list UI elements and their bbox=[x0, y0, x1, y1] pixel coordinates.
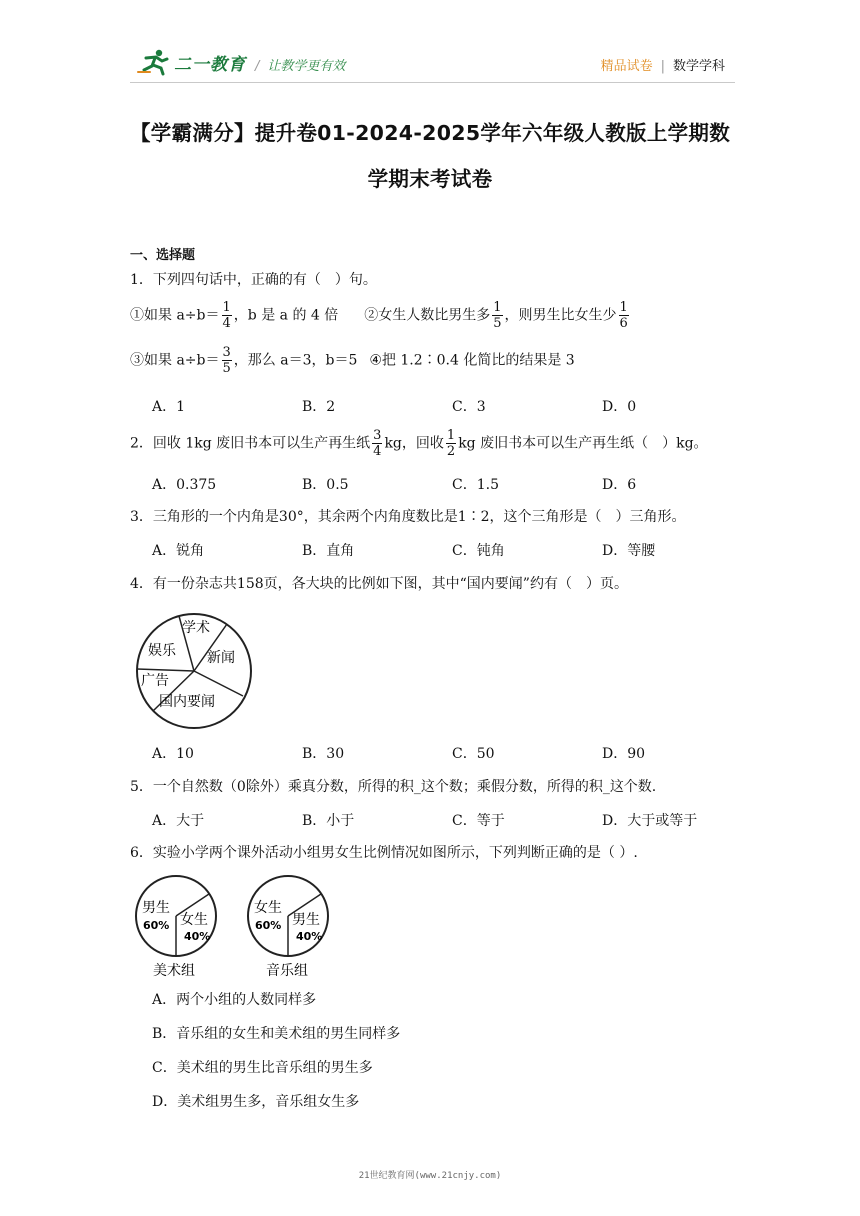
q6-option-a[interactable]: A．两个小组的人数同样多 bbox=[152, 992, 317, 1008]
option-d[interactable]: D．0 bbox=[602, 399, 637, 415]
pie-label-ads: 广告 bbox=[141, 673, 169, 689]
option-c[interactable]: C．50 bbox=[452, 746, 495, 762]
logo-text: 二一教育 bbox=[174, 54, 246, 75]
option-b[interactable]: B．30 bbox=[302, 746, 345, 762]
pie-pct: 40% bbox=[184, 930, 211, 943]
magazine-pie-chart bbox=[133, 610, 255, 732]
q2-stem: 2．回收 1kg 废旧书本可以生产再生纸 $\frac{3}{4}$ kg，回收 $\frac{1}{2}$ kg 废旧书本可以生产再生纸（ ）kg。 bbox=[130, 428, 708, 459]
gender-ratio-charts bbox=[130, 874, 340, 982]
logo bbox=[136, 48, 246, 76]
q6-stem: 6．实验小学两个课外活动小组男女生比例情况如图所示，下列判断正确的是（ ）. bbox=[130, 845, 638, 861]
page-title-line2: 学期末考试卷 bbox=[367, 167, 493, 191]
q5-stem: 5．一个自然数（0除外）乘真分数，所得的积_这个数；乘假分数，所得的积_这个数. bbox=[130, 779, 657, 795]
q1-options bbox=[152, 396, 752, 416]
option-c[interactable]: C．3 bbox=[452, 399, 486, 415]
pie-label: 女生 bbox=[180, 912, 208, 928]
q6-option-b[interactable]: B．音乐组的女生和美术组的男生同样多 bbox=[152, 1026, 401, 1042]
q3-options bbox=[152, 540, 752, 560]
option-a[interactable]: A．0.375 bbox=[152, 477, 217, 493]
header-slogan: / 让教学更有效 bbox=[255, 59, 346, 74]
pie-pct: 60% bbox=[143, 919, 170, 932]
q3-stem: 3．三角形的一个内角是30°，其余两个内角度数比是1∶2，这个三角形是（ ）三角形。 bbox=[130, 509, 686, 525]
option-a[interactable]: A．大于 bbox=[152, 813, 205, 829]
q2-options bbox=[152, 474, 752, 494]
pie-pct: 60% bbox=[255, 919, 282, 932]
fraction: $\frac{1}{2}$ bbox=[446, 428, 456, 459]
option-b[interactable]: B．2 bbox=[302, 399, 336, 415]
option-b[interactable]: B．0.5 bbox=[302, 477, 349, 493]
fraction: $\frac{3}{5}$ bbox=[222, 345, 231, 376]
option-b[interactable]: B．直角 bbox=[302, 543, 355, 559]
option-b[interactable]: B．小于 bbox=[302, 813, 355, 829]
pie-pct: 40% bbox=[296, 930, 323, 943]
header-subject: 数学学科 bbox=[672, 59, 725, 74]
page-footer: 21世纪教育网(www.21cnjy.com) bbox=[358, 1171, 502, 1181]
fraction: $\frac{1}{6}$ bbox=[619, 300, 628, 331]
pie-caption: 音乐组 bbox=[266, 963, 308, 979]
fraction: $\frac{3}{4}$ bbox=[373, 428, 382, 459]
pie-label-news: 新闻 bbox=[207, 650, 235, 666]
option-c[interactable]: C．等于 bbox=[452, 813, 505, 829]
option-a[interactable]: A．1 bbox=[152, 399, 186, 415]
q1-stem: 1．下列四句话中，正确的有（ ）句。 bbox=[130, 272, 377, 288]
pie-caption: 美术组 bbox=[153, 963, 195, 979]
header-right: 精品试卷 | 数学学科 bbox=[600, 59, 725, 74]
page-title-line1: 【学霸满分】提升卷01-2024-2025学年六年级人教版上学期数 bbox=[129, 121, 731, 145]
q4-stem: 4．有一份杂志共158页，各大块的比例如下图，其中“国内要闻”约有（ ）页。 bbox=[130, 576, 628, 592]
q1-statement-row2: ③如果 a÷b＝ $\frac{3}{5}$ ，那么 a＝3，b＝5 ④把 1.2∶0.4 化简比的结果是 3 bbox=[130, 345, 575, 376]
option-d[interactable]: D．6 bbox=[602, 477, 637, 493]
fraction: $\frac{1}{5}$ bbox=[493, 300, 502, 331]
q6-option-c[interactable]: C．美术组的男生比音乐组的男生多 bbox=[152, 1060, 373, 1076]
art-group-pie bbox=[136, 876, 216, 979]
q4-options bbox=[152, 743, 752, 763]
header-tag: 精品试卷 bbox=[600, 59, 653, 74]
pie-label-domestic: 国内要闻 bbox=[159, 694, 215, 710]
runner-logo-icon bbox=[136, 48, 172, 76]
pie-label-entertainment: 娱乐 bbox=[148, 643, 176, 659]
option-c[interactable]: C．钝角 bbox=[452, 543, 505, 559]
pie-label: 男生 bbox=[292, 912, 320, 928]
pie-label: 女生 bbox=[254, 900, 282, 916]
option-d[interactable]: D．大于或等于 bbox=[602, 813, 698, 829]
pie-label-academic: 学术 bbox=[182, 620, 210, 636]
pie-label: 男生 bbox=[142, 900, 170, 916]
q1-statement-row1: ①如果 a÷b＝ $\frac{1}{4}$ ，b 是 a 的 4 倍 ②女生人数比男生多 $\frac{1}{5}$ ，则男生比女生少 $\frac{1}{6}$ bbox=[130, 300, 628, 331]
fraction: $\frac{1}{4}$ bbox=[222, 300, 231, 331]
option-a[interactable]: A．10 bbox=[152, 746, 194, 762]
q6-option-d[interactable]: D．美术组男生多，音乐组女生多 bbox=[152, 1094, 360, 1110]
header-divider bbox=[130, 82, 735, 83]
slogan-text: 让教学更有效 bbox=[267, 59, 346, 74]
section-heading: 一、选择题 bbox=[130, 248, 196, 263]
option-c[interactable]: C．1.5 bbox=[452, 477, 499, 493]
music-group-pie bbox=[248, 876, 328, 979]
option-d[interactable]: D．等腰 bbox=[602, 543, 656, 559]
option-a[interactable]: A．锐角 bbox=[152, 543, 205, 559]
q5-options bbox=[152, 810, 752, 830]
option-d[interactable]: D．90 bbox=[602, 746, 646, 762]
